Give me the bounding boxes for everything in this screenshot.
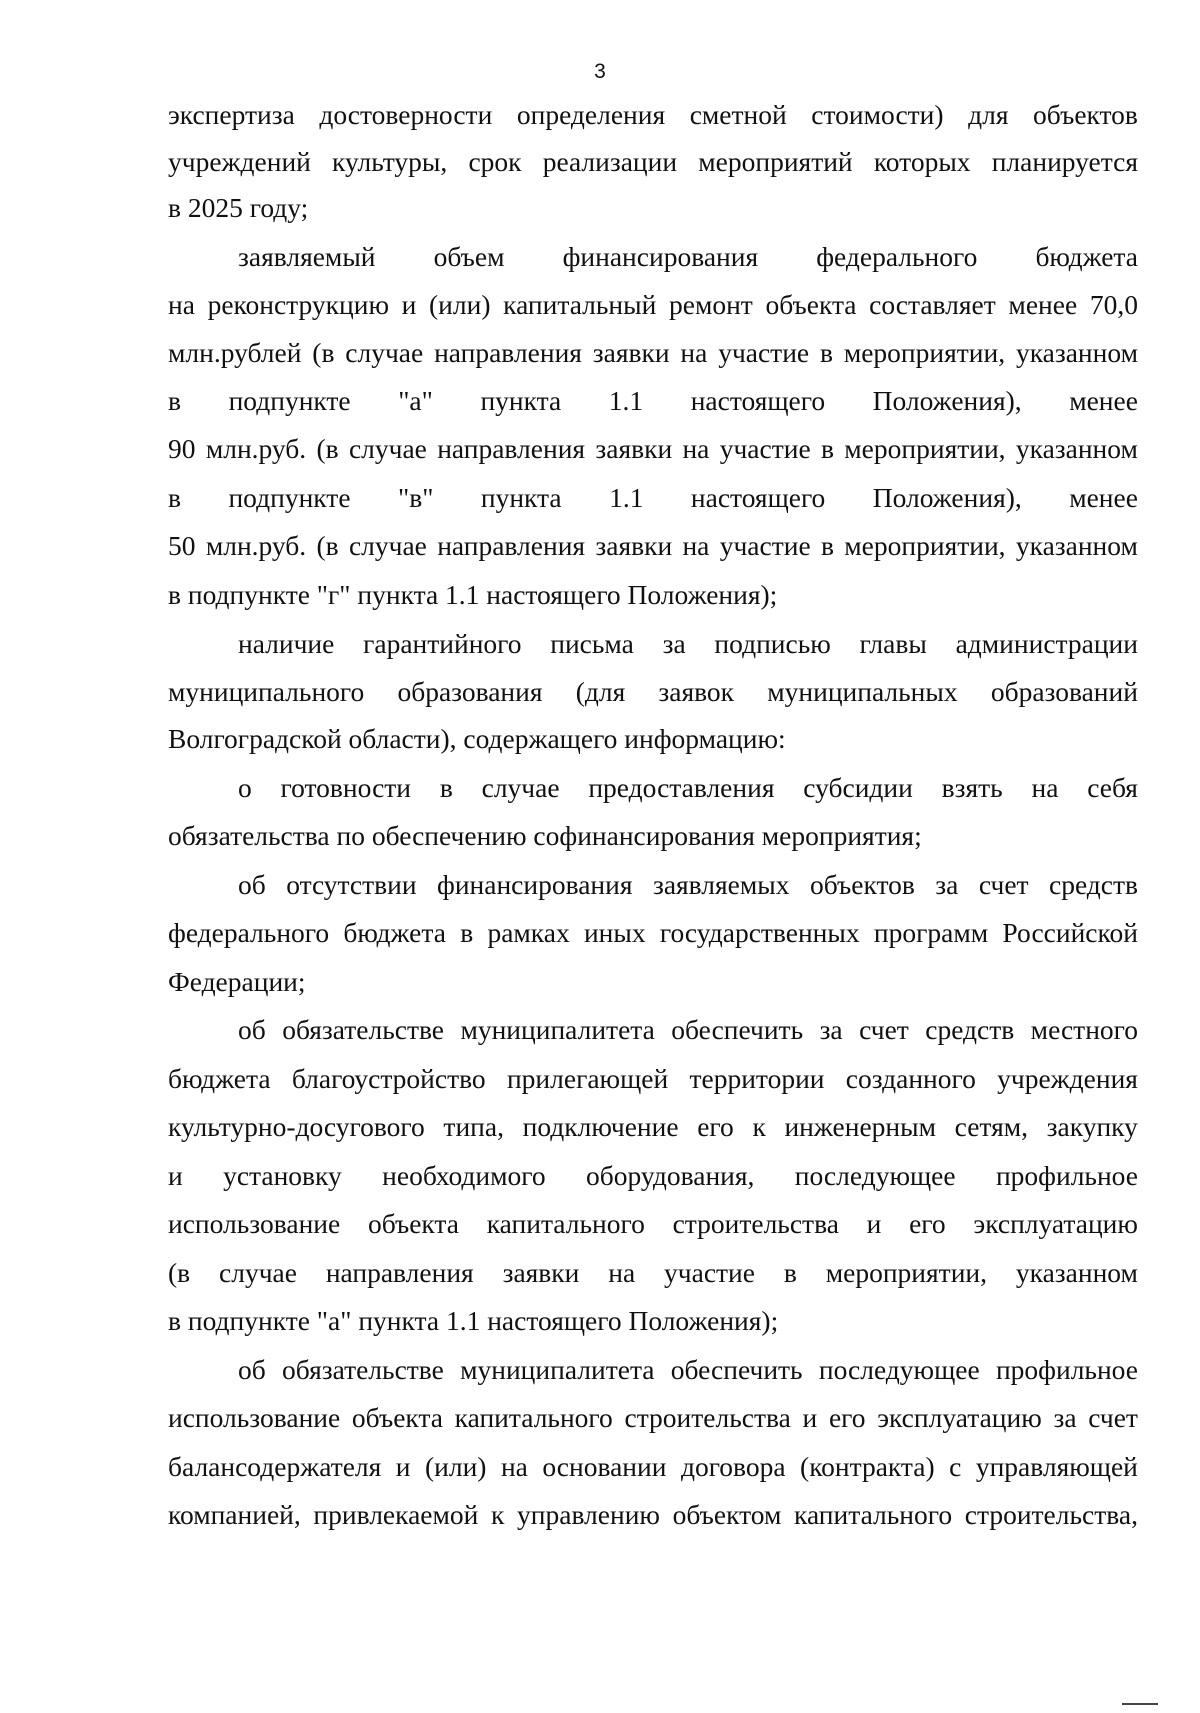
text-line: [168, 288, 1138, 322]
word: объем: [433, 241, 505, 272]
word: оборудования,: [585, 1160, 755, 1191]
word: культуры,: [332, 146, 448, 177]
text-line: [168, 1450, 1138, 1484]
word: за: [662, 628, 686, 659]
word: на: [682, 433, 710, 464]
word: муниципального: [168, 676, 365, 707]
word: себя: [1087, 772, 1138, 803]
word: реконструкцию: [207, 289, 390, 320]
word: предоставления: [588, 772, 775, 803]
word: в: [460, 917, 474, 948]
word: мероприятии,: [825, 1257, 988, 1288]
word: договора: [680, 1451, 786, 1482]
text-line: [168, 1498, 1138, 1532]
word: указанном: [1015, 337, 1138, 368]
word: бюджета: [1035, 241, 1138, 272]
word: (для: [575, 676, 626, 707]
word: компанией,: [168, 1499, 301, 1530]
word: балансодержателя: [168, 1451, 382, 1482]
text-line: в подпункте "а" пункта 1.1 настоящего Положения);: [168, 1305, 779, 1336]
text-line: [168, 529, 1138, 563]
word: и: [168, 1160, 183, 1191]
word: "а": [398, 385, 433, 416]
word: млн.руб.: [205, 530, 307, 561]
text-line: [238, 1353, 1138, 1387]
word: его: [828, 1402, 866, 1433]
word: объектов: [1033, 99, 1138, 130]
word: (в: [312, 337, 335, 368]
word: (или): [429, 289, 491, 320]
word: на: [1031, 772, 1059, 803]
word: отсутствии: [286, 869, 417, 900]
word: на: [608, 1257, 636, 1288]
word: образований: [990, 676, 1138, 707]
word: использование: [168, 1402, 341, 1433]
word: и: [401, 289, 417, 320]
word: достоверности: [319, 99, 493, 130]
word: об: [238, 1014, 266, 1045]
word: (в: [316, 433, 339, 464]
word: ремонт: [668, 289, 753, 320]
word: 1.1: [608, 385, 644, 416]
word: 50: [168, 530, 196, 561]
word: созданного: [845, 1063, 976, 1094]
word: мероприятии,: [844, 433, 1006, 464]
word: участие: [719, 433, 811, 464]
word: Российской: [1002, 917, 1138, 948]
text-line: [168, 916, 1138, 950]
word: указанном: [1015, 1257, 1138, 1288]
word: финансирования: [562, 241, 759, 272]
word: использование: [168, 1208, 341, 1239]
text-line: [168, 1062, 1138, 1096]
word: управлению: [517, 1499, 660, 1530]
word: мероприятий: [698, 146, 853, 177]
word: эксплуатацию: [877, 1402, 1042, 1433]
word: составляет: [869, 289, 996, 320]
word: подпункте: [228, 482, 351, 513]
word: определения: [516, 99, 666, 130]
text-line: Федерации;: [168, 966, 306, 997]
word: заявляемый: [238, 241, 376, 272]
word: в: [168, 385, 181, 416]
word: капитального: [454, 1402, 613, 1433]
word: привлекаемой: [313, 1499, 479, 1530]
text-line: в 2025 году;: [168, 192, 309, 223]
word: мероприятии,: [844, 530, 1006, 561]
word: счет: [859, 1014, 909, 1045]
word: о: [238, 772, 252, 803]
word: администрации: [955, 628, 1138, 659]
word: средств: [925, 1014, 1015, 1045]
word: срок: [468, 146, 522, 177]
word: счет: [1088, 1402, 1138, 1433]
word: Положения),: [872, 385, 1022, 416]
word: последующее: [794, 1160, 956, 1191]
word: письма: [550, 628, 634, 659]
word: заявки: [595, 433, 673, 464]
word: прилегающей: [506, 1063, 669, 1094]
word: установку: [223, 1160, 342, 1191]
word: готовности: [280, 772, 412, 803]
word: направления: [434, 337, 582, 368]
text-line: в подпункте "г" пункта 1.1 настоящего Положения);: [168, 579, 778, 610]
word: млн.рублей: [168, 337, 302, 368]
word: указанном: [1015, 530, 1138, 561]
word: сетям,: [954, 1111, 1029, 1142]
word: к: [752, 1111, 766, 1142]
word: подписью: [714, 628, 831, 659]
word: заявляемых: [652, 869, 790, 900]
word: стоимости): [811, 99, 944, 130]
text-line: [238, 771, 1138, 805]
word: объекта: [367, 1208, 459, 1239]
word: государственных: [659, 917, 860, 948]
word: планируется: [991, 146, 1138, 177]
word: рамках: [487, 917, 570, 948]
word: программ: [873, 917, 989, 948]
word: настоящего: [690, 385, 826, 416]
word: обеспечить: [671, 1014, 804, 1045]
word: которых: [873, 146, 971, 177]
word: 90: [168, 433, 196, 464]
word: случае: [481, 772, 560, 803]
word: (в: [168, 1257, 191, 1288]
text-line: [238, 1013, 1138, 1047]
word: заявки: [502, 1257, 580, 1288]
word: иных: [583, 917, 646, 948]
text-line: [238, 240, 1138, 274]
word: управляющей: [975, 1451, 1138, 1482]
word: подключение: [522, 1111, 679, 1142]
word: объекта: [351, 1402, 443, 1433]
word: эксплуатацию: [973, 1208, 1138, 1239]
word: в: [439, 772, 453, 803]
word: указанном: [1015, 433, 1138, 464]
word: об: [238, 869, 266, 900]
word: и: [866, 1208, 882, 1239]
word: направления: [325, 1257, 474, 1288]
word: взять: [941, 772, 1003, 803]
text-line: [168, 481, 1138, 515]
word: случае: [345, 337, 424, 368]
word: (или): [424, 1451, 487, 1482]
text-line: [168, 384, 1138, 418]
word: на: [682, 530, 710, 561]
word: настоящего: [690, 482, 826, 513]
word: случае: [219, 1257, 297, 1288]
word: обеспечить: [670, 1354, 803, 1385]
word: объектов: [809, 869, 915, 900]
word: с: [949, 1451, 962, 1482]
word: за: [935, 869, 959, 900]
word: на: [168, 289, 195, 320]
word: местного: [1030, 1014, 1138, 1045]
word: благоустройство: [291, 1063, 486, 1094]
word: на: [500, 1451, 528, 1482]
text-line: [238, 627, 1138, 661]
word: капитальный: [503, 289, 657, 320]
word: случае: [348, 530, 427, 561]
word: главы: [859, 628, 927, 659]
word: участие: [664, 1257, 755, 1288]
word: на: [680, 337, 708, 368]
word: к: [491, 1499, 505, 1530]
word: территории: [689, 1063, 825, 1094]
text-line: Волгоградской области), содержащего информацию:: [168, 723, 786, 754]
word: финансирования: [437, 869, 633, 900]
word: (контракта): [800, 1451, 935, 1482]
text-line: [238, 868, 1138, 902]
text-line: [168, 675, 1138, 709]
word: менее: [1008, 289, 1078, 320]
word: для: [968, 99, 1009, 130]
text-line: [168, 145, 1138, 179]
word: в: [783, 1257, 797, 1288]
word: образования: [397, 676, 543, 707]
word: учреждения: [997, 1063, 1138, 1094]
word: пункта: [480, 385, 562, 416]
word: в: [820, 433, 834, 464]
word: муниципальных: [767, 676, 958, 707]
word: реализации: [542, 146, 678, 177]
word: типа,: [443, 1111, 504, 1142]
text-line: обязательства по обеспечению софинансирования мероприятия;: [168, 820, 922, 851]
word: необходимого: [382, 1160, 546, 1191]
word: заявок: [658, 676, 735, 707]
word: обязательстве: [282, 1354, 444, 1385]
word: 1.1: [609, 482, 644, 513]
text-line: [168, 98, 1138, 132]
text-line: [168, 432, 1138, 466]
scan-artifact: [1122, 1703, 1158, 1705]
word: сметной: [689, 99, 787, 130]
word: профильное: [995, 1160, 1138, 1191]
word: федерального: [168, 917, 330, 948]
word: направления: [437, 433, 586, 464]
word: за: [819, 1014, 843, 1045]
page-number: 3: [594, 60, 606, 83]
word: в: [819, 337, 833, 368]
word: участие: [719, 530, 811, 561]
text-line: [168, 1110, 1138, 1144]
word: закупку: [1046, 1111, 1138, 1142]
word: (в: [316, 530, 339, 561]
word: об: [238, 1354, 266, 1385]
word: федерального: [816, 241, 978, 272]
word: в: [820, 530, 834, 561]
word: пункта: [480, 482, 562, 513]
word: счет: [978, 869, 1029, 900]
word: объекта: [765, 289, 857, 320]
word: последующее: [818, 1354, 980, 1385]
word: обязательстве: [282, 1014, 444, 1045]
word: учреждений: [168, 146, 311, 177]
word: профильное: [995, 1354, 1138, 1385]
word: его: [909, 1208, 946, 1239]
word: средств: [1049, 869, 1138, 900]
word: объектом: [672, 1499, 782, 1530]
word: 70,0: [1089, 289, 1138, 320]
word: его: [697, 1111, 734, 1142]
word: культурно-досугового: [168, 1111, 425, 1142]
word: капитального: [794, 1499, 953, 1530]
word: бюджета: [168, 1063, 271, 1094]
text-line: [168, 1207, 1138, 1241]
word: за: [1053, 1402, 1077, 1433]
word: муниципалитета: [460, 1014, 655, 1045]
word: заявки: [592, 337, 670, 368]
word: строительства: [672, 1208, 839, 1239]
word: капитального: [486, 1208, 645, 1239]
word: и: [395, 1451, 411, 1482]
word: субсидии: [803, 772, 913, 803]
word: и: [802, 1402, 818, 1433]
word: строительства: [624, 1402, 791, 1433]
text-line: [168, 336, 1138, 370]
word: бюджета: [343, 917, 446, 948]
text-line: [168, 1401, 1138, 1435]
word: основании: [542, 1451, 667, 1482]
word: наличие: [238, 628, 335, 659]
word: гарантийного: [363, 628, 522, 659]
word: экспертиза: [168, 99, 295, 130]
word: муниципалитета: [460, 1354, 655, 1385]
word: в: [168, 482, 181, 513]
word: млн.руб.: [205, 433, 307, 464]
word: мероприятии,: [843, 337, 1006, 368]
word: заявки: [595, 530, 673, 561]
word: инженерным: [784, 1111, 937, 1142]
word: "в": [397, 482, 434, 513]
word: направления: [437, 530, 586, 561]
word: строительства,: [964, 1499, 1138, 1530]
word: менее: [1069, 482, 1138, 513]
text-line: [168, 1256, 1138, 1290]
word: Положения),: [872, 482, 1022, 513]
text-line: [168, 1159, 1138, 1193]
word: менее: [1069, 385, 1138, 416]
word: участие: [718, 337, 810, 368]
word: подпункте: [228, 385, 351, 416]
word: случае: [348, 433, 427, 464]
